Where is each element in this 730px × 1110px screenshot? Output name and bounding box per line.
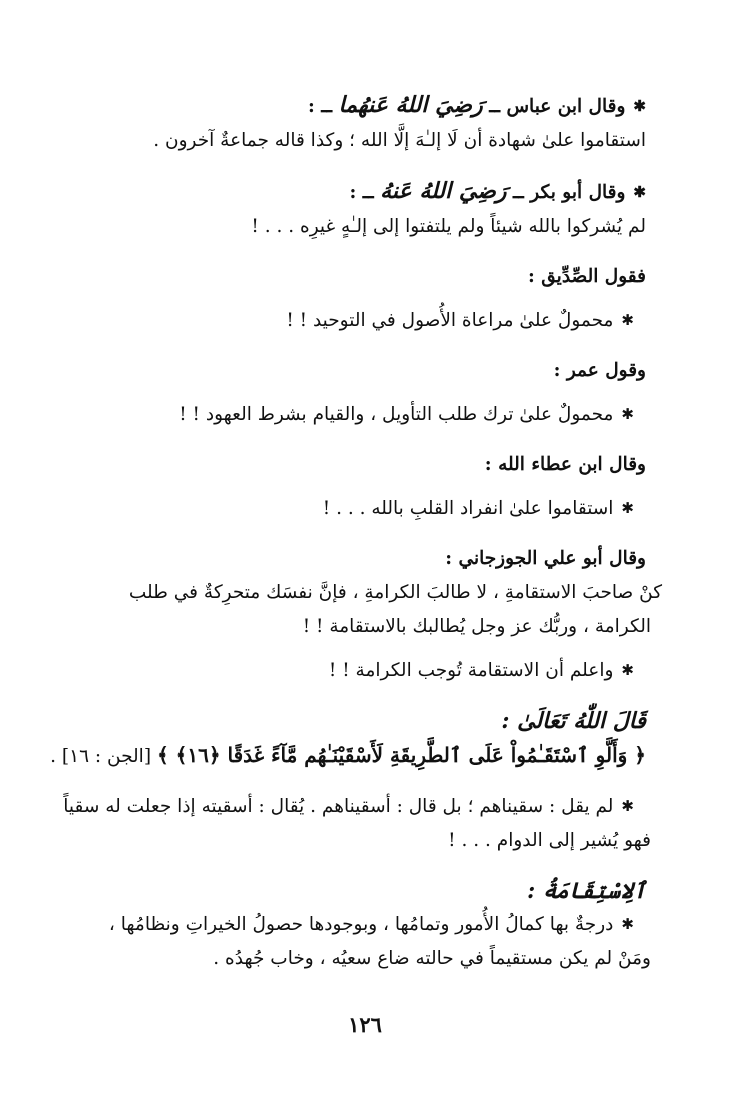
asterisk-bullet-icon: ✱ <box>621 661 634 679</box>
bullet-text: محمولٌ علىٰ ترك طلب التأويل ، والقيام بشرط العهود ! ! <box>179 404 614 425</box>
honorific-calligraphy: رَضِيَ اللهُ عَنهُما <box>338 92 483 118</box>
quote-text-abu-bakr: لم يُشركوا بالله شيئاً ولم يلتفتوا إلى إلـٰهٍ غيرِه . . . ! <box>251 216 646 237</box>
quote-text-ibn-abbas: استقاموا علىٰ شهادة أن لَا إلـٰهَ إلَّا الله ؛ وكذا قاله جماعةٌ آخرون . <box>153 130 646 151</box>
heading-siddiq: فقول الصِّدِّيق : <box>527 266 646 287</box>
asterisk-bullet-icon: ✱ <box>621 405 634 423</box>
asterisk-bullet-icon: ✱ <box>621 915 634 933</box>
bullet-text: درجةٌ بها كمالُ الأُمور وتمامُها ، وبوجودها حصولُ الخيراتِ ونظامُها ، <box>108 914 614 935</box>
heading-istiqama: ٱلِاسْتِقَامَةُ : <box>527 878 646 904</box>
asterisk-bullet-icon: ✱ <box>621 499 634 517</box>
intro-text: وقال ابن عباس ــ <box>489 96 626 117</box>
bullet-text: لم يقل : سقيناهم ؛ بل قال : أسقيناهم . يُقال : أسقيته إذا جعلت له سقياً <box>63 796 614 817</box>
text-jowzjani-line2: الكرامة ، وربُّك عز وجل يُطالبك بالاستقامة ! ! <box>302 616 651 637</box>
quran-verse: ﴿ وَأَلَّوِ ٱسْتَقَـٰمُواْ عَلَى ٱلطَّرِيقَةِ لَأَسْقَيْنَـٰهُم مَّآءً غَدَقًا ﴿١٦﴾ ﴾ <box>156 743 646 767</box>
heading-ibn-ataa: وقال ابن عطاء الله : <box>484 454 646 475</box>
heading-jowzjani: وقال أبو علي الجوزجاني : <box>445 548 646 569</box>
honorific-calligraphy: رَضِيَ اللهُ عَنهُ <box>380 178 507 204</box>
text-asqaynahum-line2: فهو يُشير إلى الدوام . . . ! <box>448 830 651 851</box>
quran-verse-line <box>50 738 646 774</box>
quote-intro-ibn-abbas <box>76 88 646 124</box>
bullet-text: واعلم أن الاستقامة تُوجب الكرامة ! ! <box>328 660 614 681</box>
asterisk-bullet-icon: ✱ <box>621 797 634 815</box>
heading-omar: وقول عمر : <box>553 360 646 381</box>
verse-reference: [الجن : ١٦] . <box>50 746 152 767</box>
text-istiqama-line2: ومَنْ لم يكن مستقيماً في حالته ضاع سعيُه ، وخاب جُهدُه . <box>213 948 651 969</box>
page-number: ١٢٦ <box>348 1012 382 1037</box>
page-body <box>50 88 662 976</box>
text-asqaynahum-line1 <box>16 790 646 824</box>
text-ibn-ataa <box>76 492 646 526</box>
text-omar <box>76 398 646 432</box>
bullet-text: محمولٌ علىٰ مراعاة الأُصول في التوحيد ! ! <box>286 310 614 331</box>
asterisk-bullet-icon: ✱ <box>621 311 634 329</box>
intro-text: وقال أبو بكر ــ <box>512 182 626 203</box>
intro-end: ــ : <box>349 182 374 203</box>
text-jowzjani-line1: كنْ صاحبَ الاستقامةِ ، لا طالبَ الكرامةِ ، فإنَّ نفسَك متحرِكةٌ في طلب <box>128 582 662 603</box>
asterisk-bullet-icon: ✱ <box>633 183 646 201</box>
asterisk-bullet-icon: ✱ <box>633 97 646 115</box>
bullet-text: استقاموا علىٰ انفراد القلبِ بالله . . . ! <box>322 498 614 519</box>
intro-end: ــ : <box>307 96 333 117</box>
quote-intro-abu-bakr <box>76 174 646 210</box>
text-istiqama-line1 <box>16 908 646 942</box>
text-siddiq <box>76 304 646 338</box>
note-karama <box>76 654 646 688</box>
heading-allah-said: قَالَ اللّٰهُ تَعَالَىٰ : <box>501 708 646 734</box>
